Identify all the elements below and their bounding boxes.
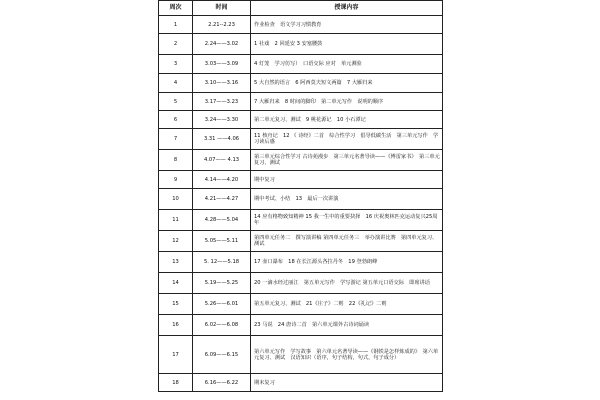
table-row [159,74,443,93]
table-row [159,252,443,273]
content-cell: 第四单元任务二 撰写演讲稿 第四单元任务三 举办演讲比赛 第四单元复习、测试 [251,231,443,252]
week-cell: 15 [159,294,193,315]
content-cell: 4 灯笼 学习仿写） 口语交际 应对 单元测验 [251,55,443,74]
week-cell: 13 [159,252,193,273]
table-row [159,273,443,294]
header-time: 时间 [193,1,251,16]
time-cell: 3.10——3.16 [193,74,251,93]
table-row [159,374,443,392]
header-content: 授课内容 [251,1,443,16]
time-cell: 6.09——6.15 [193,336,251,374]
content-cell: 期中复习 [251,171,443,189]
content-cell: 1 社戏 2 回延安 3 安塞腰鼓 [251,34,443,55]
week-cell: 3 [159,55,193,74]
time-cell: 3.24——3.30 [193,111,251,129]
time-cell: 5.19——5.25 [193,273,251,294]
week-cell: 2 [159,34,193,55]
table-row [159,210,443,231]
schedule-table [158,0,443,392]
time-cell: 6.16——6.22 [193,374,251,392]
week-cell: 17 [159,336,193,374]
table-row [159,129,443,150]
table-row [159,93,443,111]
table-row [159,55,443,74]
week-cell: 7 [159,129,193,150]
time-cell: 2.24——3.02 [193,34,251,55]
time-cell: 4.14——4.20 [193,171,251,189]
week-cell: 10 [159,189,193,210]
time-cell: 5.26——6.01 [193,294,251,315]
time-cell: 4.21——4.27 [193,189,251,210]
time-cell: 6.02——6.08 [193,315,251,336]
week-cell: 11 [159,210,193,231]
table-row [159,34,443,55]
content-cell: 作业检查 语文学习习惯教育 [251,16,443,34]
content-cell: 17 壶口瀑布 18 在长江源头各拉丹冬 19 登勃朗峰 [251,252,443,273]
time-cell: 3.17——3.23 [193,93,251,111]
table-row [159,171,443,189]
table-row [159,150,443,171]
time-cell: 2.21--2.23 [193,16,251,34]
header-week: 周次 [159,1,193,16]
week-cell: 1 [159,16,193,34]
table-row [159,336,443,374]
content-cell: 期末复习 [251,374,443,392]
week-cell: 9 [159,171,193,189]
table-row [159,111,443,129]
content-cell: 第三单元综合性学习 古诗苑漫步 第三单元名著导读——《傅雷家书》 第三单元复习、测试 [251,150,443,171]
content-cell: 第二单元复习、测试 9 桃花源记 10 小石潭记 [251,111,443,129]
time-cell: 5. 12——5.18 [193,252,251,273]
content-cell: 期中考试、小结 13 最后一次讲演 [251,189,443,210]
time-cell: 5.05——5.11 [193,231,251,252]
week-cell: 4 [159,74,193,93]
content-cell: 第五单元复习、测试 21《庄子》二则 22《礼记》二则 [251,294,443,315]
week-cell: 12 [159,231,193,252]
content-cell: 5 大自然的语言 6 阿西莫夫短文两篇 7 大雁归来 [251,74,443,93]
time-cell: 4.28——5.04 [193,210,251,231]
content-cell: 第六单元写作 学写故事 第六单元名著导读——《钢铁是怎样炼成的》 第六单元复习、测试 汉语知识（语序，句子结构，句式，句子成分） [251,336,443,374]
schedule-document [158,0,442,392]
table-row [159,294,443,315]
week-cell: 6 [159,111,193,129]
table-row [159,231,443,252]
week-cell: 5 [159,93,193,111]
content-cell: 7 大雁归来 8 时间的脚印 第二单元写作 说明的顺序 [251,93,443,111]
content-cell: 20 一滴水经过丽江 第五单元写作 学写游记 第五单元口语交际 即席讲话 [251,273,443,294]
week-cell: 18 [159,374,193,392]
week-cell: 14 [159,273,193,294]
week-cell: 16 [159,315,193,336]
table-row [159,16,443,34]
content-cell: 23 马说 24 唐诗二首 第六单元课外古诗词诵读 [251,315,443,336]
time-cell: 3.03——3.09 [193,55,251,74]
time-cell: 4.07—— 4.13 [193,150,251,171]
content-cell: 14 应有格物致知精神 15 我一生中的重要抉择 16 庆祝奥林匹克运动复兴25周年 [251,210,443,231]
time-cell: 3.31 ——4.06 [193,129,251,150]
week-cell: 8 [159,150,193,171]
table-row [159,315,443,336]
table-row [159,189,443,210]
table-header-row [159,1,443,16]
content-cell: 11 核舟记 12 《 诗经》二首 综合性学习 倡导低碳生活 第三单元写作 学习读后感 [251,129,443,150]
